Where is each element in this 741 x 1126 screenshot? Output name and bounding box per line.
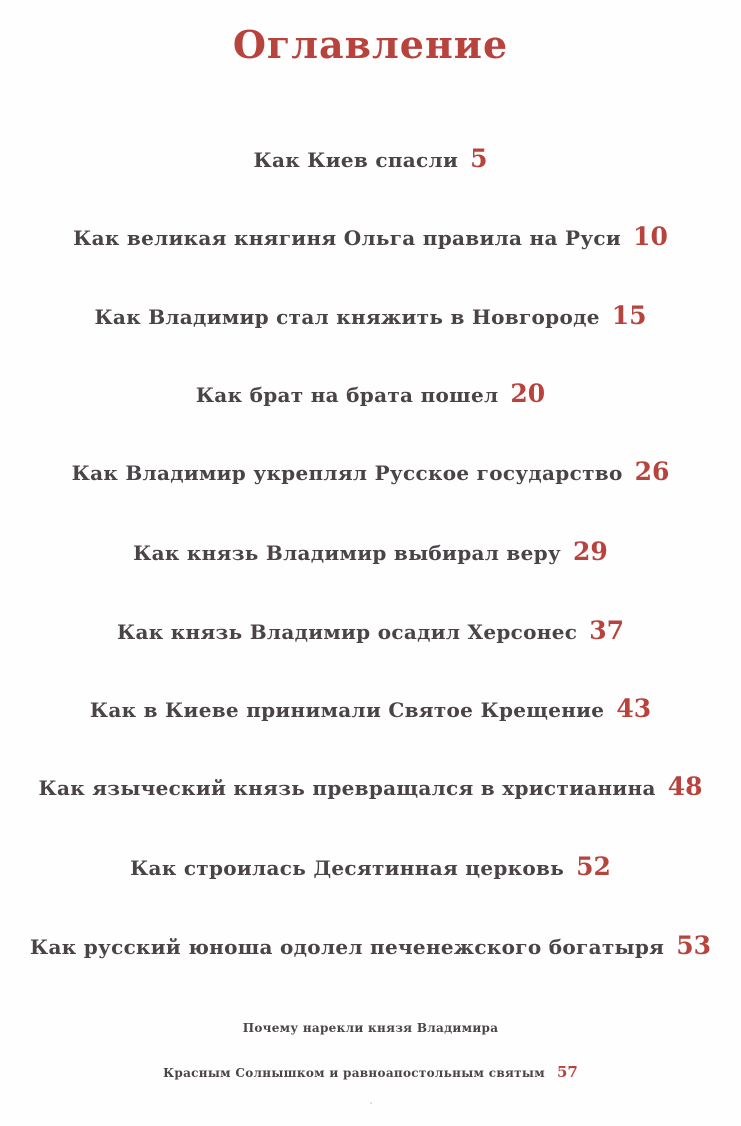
toc-entry <box>0 852 741 881</box>
toc-page-number: 20 <box>510 379 546 408</box>
toc-entry-title: Как князь Владимир выбирал веру <box>133 541 562 565</box>
toc-entry-multiline <box>0 1006 741 1095</box>
toc-entry <box>0 616 741 645</box>
toc-page-number: 5 <box>470 144 488 173</box>
paper-speck <box>370 1102 372 1104</box>
toc-entry <box>0 222 741 251</box>
page-title: Оглавление <box>232 22 509 67</box>
toc-page-number: 37 <box>589 616 624 645</box>
toc-entry <box>0 457 741 486</box>
toc-entry <box>0 537 741 566</box>
toc-entry-title: Как Владимир укреплял Русское государство <box>71 461 623 485</box>
toc-entry <box>0 931 741 960</box>
toc-page-number: 43 <box>616 694 652 723</box>
toc-page-number: 26 <box>634 457 670 486</box>
toc-entry-title-line-2: Красным Солнышком и равноапостольным святым <box>163 1066 545 1080</box>
toc-entry <box>0 694 741 723</box>
toc-entry-title: Как Киев спасли <box>253 148 459 172</box>
toc-entry-title: Как великая княгиня Ольга правила на Руси <box>73 226 622 250</box>
toc-entry-title: Как языческий князь превращался в христианина <box>38 776 656 800</box>
toc-page-number: 48 <box>667 772 703 801</box>
toc-entry <box>0 301 741 330</box>
toc-entry <box>0 772 741 801</box>
toc-page-number: 52 <box>576 852 611 881</box>
toc-page-number: 15 <box>611 301 647 330</box>
toc-entry-title: Как князь Владимир осадил Херсонес <box>117 620 578 644</box>
toc-entry-title-line-1: Почему нарекли князя Владимира <box>242 1021 499 1035</box>
toc-entry <box>0 379 741 408</box>
toc-entry-title: Как Владимир стал княжить в Новгороде <box>94 305 600 329</box>
toc-page-number: 53 <box>676 931 712 960</box>
toc-entry <box>0 144 741 173</box>
toc-entry-title: Как русский юноша одолел печенежского богатыря <box>29 935 665 959</box>
toc-page-number: 57 <box>556 1063 578 1081</box>
toc-entry-title: Как строилась Десятинная церковь <box>130 856 565 880</box>
toc-page-number: 10 <box>633 222 668 251</box>
toc-entry-title: Как брат на брата пошел <box>195 383 499 407</box>
toc-entry-title: Как в Киеве принимали Святое Крещение <box>89 698 605 722</box>
toc-page-number: 29 <box>573 537 608 566</box>
